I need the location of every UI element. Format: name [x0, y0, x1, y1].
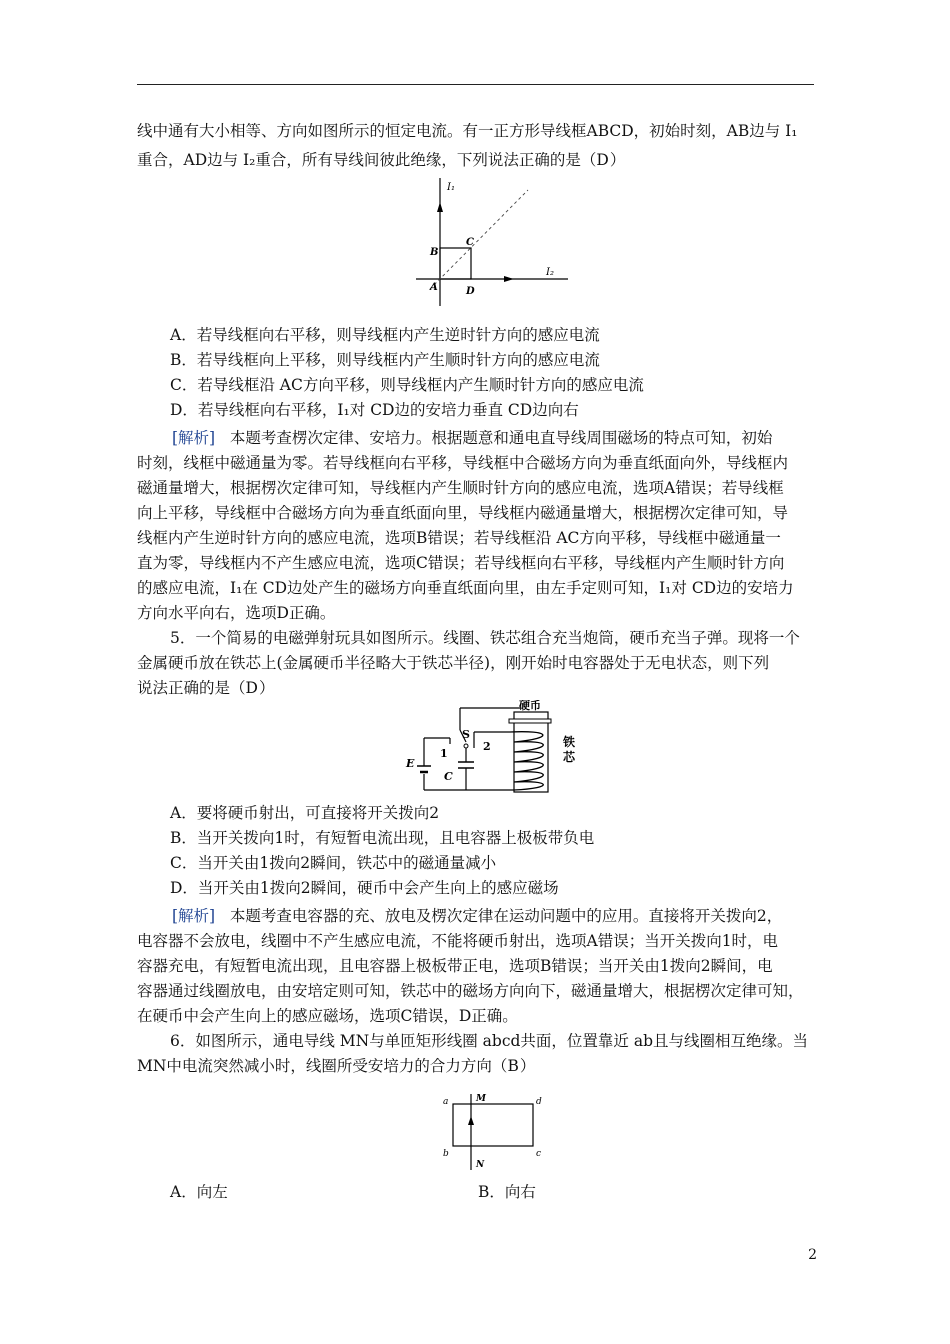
q5-stem-line-1: 5．一个简易的电磁弹射玩具如图所示。线圈、铁芯组合充当炮筒，硬币充当子弹。现将一个 [170, 629, 800, 647]
q5-option-a: A．要将硬币射出，可直接将开关拨向2 [170, 804, 440, 822]
q5-option-d: D．当开关由1拨向2瞬间，硬币中会产生向上的感应磁场 [170, 879, 559, 897]
label-b: b [443, 1149, 449, 1159]
label-e: E [406, 757, 415, 770]
label-core-2: 芯 [563, 750, 576, 764]
q4-analysis-line: 向上平移，导线框中合磁场方向为垂直纸面向里，导线框内磁通量增大，根据楞次定律可知，导 [137, 504, 789, 522]
q5-analysis-line: 容器充电，有短暂电流出现，且电容器上极板带正电，选项B错误；当开关由1拨向2瞬间，电 [137, 957, 773, 975]
diagonal-ac-dashed [430, 190, 528, 289]
label-b: B [430, 247, 439, 258]
i2-arrow-icon [504, 276, 514, 282]
q4-analysis-line: 线框内产生逆时针方向的感应电流，选项B错误；若导线框沿 AC方向平移，导线框中磁通量一 [137, 529, 781, 547]
loop-abcd [453, 1104, 533, 1146]
label-c: C [466, 237, 474, 248]
label-2: 2 [483, 740, 491, 753]
label-a: a [443, 1097, 449, 1107]
q5-option-b: B．当开关拨向1时，有短暂电流出现，且电容器上极板带负电 [170, 829, 595, 847]
label-i1: I₁ [447, 182, 455, 193]
q6-stem-line-1: 6．如图所示，通电导线 MN与单匝矩形线圈 abcd共面，位置靠近 ab且与线圈相互绝缘。当 [170, 1032, 809, 1050]
label-1: 1 [440, 747, 448, 760]
coin [509, 719, 551, 723]
q6-stem-line-2: MN中电流突然减小时，线圈所受安培力的合力方向（B） [137, 1057, 536, 1075]
label-c: C [444, 770, 453, 783]
page-number: 2 [808, 1247, 817, 1263]
q5-analysis-line: 电容器不会放电，线圈中不产生感应电流，不能将硬币射出，选项A错误；当开关拨向1时，电 [137, 932, 779, 950]
q5-analysis-line: 在硬币中会产生向上的感应磁场，选项C错误，D正确。 [137, 1007, 518, 1025]
q5-stem-line-2: 金属硬币放在铁芯上(金属硬币半径略大于铁芯半径)，刚开始时电容器处于无电状态，则下列 [137, 654, 770, 672]
q4-analysis-line-1: [解析] 本题考查楞次定律、安培力。根据题意和通电直导线周围磁场的特点可知，初始 [172, 429, 773, 447]
figure-wire-frame [410, 176, 570, 312]
q5-analysis-line-1: [解析] 本题考查电容器的充、放电及楞次定律在运动问题中的应用。直接将开关拨向2， [172, 907, 783, 925]
q5-analysis-line: 容器通过线圈放电，由安培定则可知，铁芯中的磁场方向向下，磁通量增大，根据楞次定律可知， [137, 982, 804, 1000]
q6-option-a: A．向左 [170, 1183, 228, 1201]
figure-wire-loop [440, 1088, 550, 1174]
q4-answer: D [596, 151, 610, 169]
q4-option-c: C．若导线框沿 AC方向平移，则导线框内产生顺时针方向的感应电流 [170, 376, 644, 394]
label-a: A [430, 282, 438, 293]
q5-answer: D [245, 679, 259, 697]
label-m: M [476, 1094, 486, 1104]
q5-stem-line-3: 说法正确的是（D） [137, 679, 275, 697]
header-rule [137, 84, 814, 85]
label-d: d [536, 1097, 542, 1107]
label-i2: I₂ [546, 267, 554, 278]
i1-arrow-icon [437, 202, 443, 212]
q5-option-c: C．当开关由1拨向2瞬间，铁芯中的磁通量减小 [170, 854, 497, 872]
label-coin: 硬币 [519, 700, 541, 712]
q6-option-b: B．向右 [478, 1183, 536, 1201]
q4-stem-line-2: 重合，AD边与 I₂重合，所有导线间彼此绝缘，下列说法正确的是（D） [137, 151, 626, 169]
label-d: D [466, 286, 475, 297]
q4-analysis-line: 磁通量增大，根据楞次定律可知，导线框内产生顺时针方向的感应电流，选项A错误；若导线框 [137, 479, 784, 497]
q4-option-d: D．若导线框向右平移，I₁对 CD边的安培力垂直 CD边向右 [170, 401, 579, 419]
current-arrow-icon [468, 1116, 474, 1125]
q4-option-a: A．若导线框向右平移，则导线框内产生逆时针方向的感应电流 [170, 326, 600, 344]
label-s: S [462, 728, 470, 741]
q4-analysis-line: 方向水平向右，选项D正确。 [137, 604, 336, 622]
switch-pivot [464, 744, 468, 748]
label-core-1: 铁 [563, 735, 576, 749]
q4-analysis-line: 时刻，线框中磁通量为零。若导线框向右平移，导线框中合磁场方向为垂直纸面向外，导线框内 [137, 454, 789, 472]
analysis-tag: [解析] [172, 907, 216, 925]
q4-analysis-line: 直为零，导线框内不产生感应电流，选项C错误；若导线框向右平移，导线框内产生顺时针方向 [137, 554, 785, 572]
analysis-tag: [解析] [172, 429, 216, 447]
figure-coil-circuit [400, 700, 590, 796]
q6-answer: B [507, 1057, 520, 1075]
q4-analysis-line: 的感应电流，I₁在 CD边处产生的磁场方向垂直纸面向里，由左手定则可知，I₁对 CD边的安培力 [137, 579, 794, 597]
q4-option-b: B．若导线框向上平移，则导线框内产生顺时针方向的感应电流 [170, 351, 600, 369]
label-n: N [476, 1160, 485, 1170]
q4-stem-line-1: 线中通有大小相等、方向如图所示的恒定电流。有一正方形导线框ABCD，初始时刻，AB边与 I₁ [137, 122, 798, 140]
label-c: c [536, 1149, 542, 1159]
